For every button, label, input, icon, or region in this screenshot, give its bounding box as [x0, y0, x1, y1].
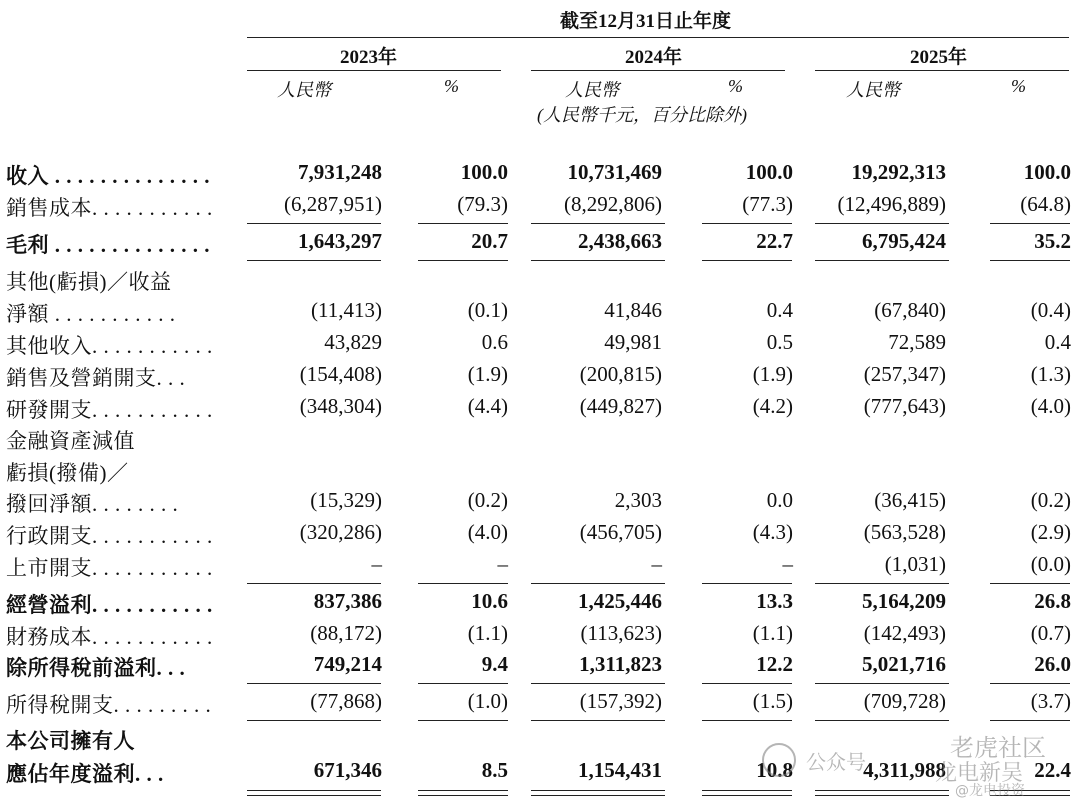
percent-2025: % [1011, 76, 1026, 96]
percent-cell: 100.0 [1023, 160, 1071, 184]
subtotal-rule [702, 683, 792, 684]
amount-cell: 2,438,663 [578, 229, 662, 253]
subtotal-rule [247, 583, 381, 584]
percent-cell: (4.2) [752, 394, 793, 418]
percent-cell: 100.0 [745, 160, 793, 184]
subtotal-rule [247, 223, 381, 224]
amount-cell: 749,214 [313, 652, 382, 676]
subtotal-rule [815, 720, 949, 721]
subtotal-rule [247, 683, 381, 684]
amount-cell: (777,643) [863, 394, 946, 418]
amount-cell: (77,868) [310, 689, 382, 713]
percent-cell: (2.9) [1030, 520, 1071, 544]
amount-cell: (88,172) [310, 621, 382, 645]
percent-cell: (64.8) [1020, 192, 1071, 216]
period-title: 截至12月31日止年度 [560, 11, 732, 32]
percent-cell: 100.0 [460, 160, 508, 184]
row-label: 收入 . . . . . . . . . . . . . . [6, 164, 210, 188]
percent-cell: (1.1) [467, 621, 508, 645]
percent-cell: 0.4 [766, 298, 793, 322]
subtotal-rule [418, 583, 508, 584]
row-label: 本公司擁有人 [6, 729, 135, 753]
percent-cell: 0.4 [1044, 330, 1071, 354]
row-label: 除所得稅前溢利. . . [6, 656, 186, 680]
row-label: 毛利 . . . . . . . . . . . . . . [6, 233, 210, 257]
amount-cell: 1,425,446 [578, 589, 662, 613]
percent-cell: (4.3) [752, 520, 793, 544]
amount-cell: 5,021,716 [862, 652, 946, 676]
subtotal-rule [990, 683, 1070, 684]
percent-cell: (1.9) [467, 362, 508, 386]
total-double-rule [247, 790, 381, 791]
total-double-rule [247, 795, 381, 796]
total-double-rule [418, 795, 508, 796]
subtotal-rule [990, 583, 1070, 584]
row-label: 其他(虧損)／收益 [6, 270, 172, 294]
percent-2023: % [444, 76, 459, 96]
percent-2024: % [728, 76, 743, 96]
watermark-brand: 龙电新吴 [935, 761, 1024, 786]
amount-cell: (142,493) [863, 621, 946, 645]
subtotal-rule [247, 720, 381, 721]
percent-cell: 0.6 [481, 330, 508, 354]
percent-cell: 13.3 [756, 589, 793, 613]
subtotal-rule [702, 720, 792, 721]
percent-cell: 35.2 [1034, 229, 1071, 253]
currency-2025: 人民幣 [846, 80, 900, 100]
percent-cell: (1.5) [752, 689, 793, 713]
year-2024-rule [531, 70, 785, 71]
total-double-rule [531, 790, 665, 791]
year-2024: 2024年 [625, 47, 683, 68]
amount-cell: 41,846 [604, 298, 662, 322]
amount-cell: (709,728) [863, 689, 946, 713]
subtotal-rule [702, 223, 792, 224]
wechat-icon [762, 743, 796, 777]
unit-note: (人民幣千元，百分比除外) [537, 105, 747, 125]
year-2023-rule [247, 70, 501, 71]
amount-cell: 837,386 [313, 589, 382, 613]
amount-cell: 1,154,431 [578, 758, 662, 782]
percent-cell: (77.3) [742, 192, 793, 216]
percent-cell: – [782, 552, 793, 576]
row-label: 研發開支. . . . . . . . . . . [6, 398, 213, 422]
amount-cell: – [371, 552, 382, 576]
percent-cell: 0.0 [766, 488, 793, 512]
amount-cell: (1,031) [884, 552, 946, 576]
amount-cell: (15,329) [310, 488, 382, 512]
amount-cell: – [651, 552, 662, 576]
percent-cell: (1.3) [1030, 362, 1071, 386]
amount-cell: (11,413) [311, 298, 382, 322]
percent-cell: (79.3) [457, 192, 508, 216]
total-double-rule [418, 790, 508, 791]
percent-cell: 9.4 [481, 652, 508, 676]
subtotal-rule [702, 260, 792, 261]
amount-cell: 671,346 [313, 758, 382, 782]
subtotal-rule [990, 260, 1070, 261]
amount-cell: 7,931,248 [298, 160, 382, 184]
percent-cell: 20.7 [471, 229, 508, 253]
percent-cell: (4.4) [467, 394, 508, 418]
percent-cell: 26.8 [1034, 589, 1071, 613]
row-label: 所得稅開支. . . . . . . . . [6, 693, 212, 717]
amount-cell: (563,528) [863, 520, 946, 544]
row-label: 行政開支. . . . . . . . . . . [6, 524, 213, 548]
row-label: 財務成本. . . . . . . . . . . [6, 625, 213, 649]
percent-cell: (4.0) [467, 520, 508, 544]
amount-cell: 72,589 [888, 330, 946, 354]
amount-cell: (157,392) [579, 689, 662, 713]
percent-cell: (1.9) [752, 362, 793, 386]
amount-cell: (154,408) [299, 362, 382, 386]
percent-cell: 22.7 [756, 229, 793, 253]
percent-cell: 26.0 [1034, 652, 1071, 676]
subtotal-rule [418, 260, 508, 261]
row-label: 金融資產減值 [6, 429, 135, 453]
amount-cell: (36,415) [874, 488, 946, 512]
percent-cell: (0.7) [1030, 621, 1071, 645]
amount-cell: (200,815) [579, 362, 662, 386]
amount-cell: 1,311,823 [579, 652, 662, 676]
watermark-public-account: 公众号 [806, 750, 866, 774]
total-double-rule [702, 795, 792, 796]
subtotal-rule [815, 683, 949, 684]
row-label: 銷售及營銷開支. . . [6, 366, 186, 390]
row-label: 虧損(撥備)／ [6, 461, 129, 485]
amount-cell: (456,705) [579, 520, 662, 544]
amount-cell: (113,623) [580, 621, 662, 645]
subtotal-rule [531, 223, 665, 224]
row-label: 上市開支. . . . . . . . . . . [6, 556, 213, 580]
subtotal-rule [702, 583, 792, 584]
subtotal-rule [815, 260, 949, 261]
amount-cell: (320,286) [299, 520, 382, 544]
subtotal-rule [990, 223, 1070, 224]
amount-cell: 49,981 [604, 330, 662, 354]
header-rule [247, 37, 1069, 38]
percent-cell: (1.1) [752, 621, 793, 645]
row-label: 銷售成本. . . . . . . . . . . [6, 196, 213, 220]
amount-cell: 10,731,469 [567, 160, 662, 184]
subtotal-rule [531, 260, 665, 261]
year-2025: 2025年 [910, 47, 968, 68]
subtotal-rule [815, 583, 949, 584]
percent-cell: 22.4 [1034, 758, 1071, 782]
currency-2024: 人民幣 [565, 80, 619, 100]
percent-cell: – [497, 552, 508, 576]
row-label: 淨額 . . . . . . . . . . . [6, 302, 176, 326]
subtotal-rule [990, 720, 1070, 721]
currency-2023: 人民幣 [277, 80, 331, 100]
subtotal-rule [815, 223, 949, 224]
row-label: 應佔年度溢利. . . [6, 762, 164, 786]
percent-cell: (3.7) [1030, 689, 1071, 713]
percent-cell: (0.4) [1030, 298, 1071, 322]
percent-cell: (0.1) [467, 298, 508, 322]
percent-cell: 0.5 [766, 330, 793, 354]
amount-cell: (8,292,806) [564, 192, 662, 216]
amount-cell: 1,643,297 [298, 229, 382, 253]
amount-cell: 6,795,424 [862, 229, 946, 253]
amount-cell: 43,829 [324, 330, 382, 354]
percent-cell: (0.2) [1030, 488, 1071, 512]
subtotal-rule [418, 720, 508, 721]
subtotal-rule [247, 260, 381, 261]
amount-cell: 5,164,209 [862, 589, 946, 613]
percent-cell: 8.5 [481, 758, 508, 782]
total-double-rule [815, 790, 949, 791]
amount-cell: 4,311,988 [863, 758, 946, 782]
watermark-community: 老虎社区 [950, 734, 1046, 762]
subtotal-rule [531, 720, 665, 721]
percent-cell: (0.0) [1030, 552, 1071, 576]
percent-cell: 10.6 [471, 589, 508, 613]
row-label: 撥回淨額. . . . . . . . [6, 492, 179, 516]
amount-cell: (257,347) [863, 362, 946, 386]
total-double-rule [702, 790, 792, 791]
amount-cell: (6,287,951) [284, 192, 382, 216]
percent-cell: (0.2) [467, 488, 508, 512]
percent-cell: (1.0) [467, 689, 508, 713]
percent-cell: 12.2 [756, 652, 793, 676]
subtotal-rule [531, 583, 665, 584]
total-double-rule [815, 795, 949, 796]
row-label: 經營溢利. . . . . . . . . . . [6, 593, 213, 617]
year-2025-rule [815, 70, 1069, 71]
watermark-handle: @龙电投资 [955, 783, 1025, 799]
percent-cell: (4.0) [1030, 394, 1071, 418]
amount-cell: (12,496,889) [837, 192, 946, 216]
amount-cell: 19,292,313 [851, 160, 946, 184]
amount-cell: 2,303 [614, 488, 662, 512]
amount-cell: (67,840) [874, 298, 946, 322]
amount-cell: (348,304) [299, 394, 382, 418]
total-double-rule [531, 795, 665, 796]
year-2023: 2023年 [340, 47, 398, 68]
row-label: 其他收入. . . . . . . . . . . [6, 334, 213, 358]
percent-cell: 10.8 [756, 758, 793, 782]
subtotal-rule [418, 683, 508, 684]
subtotal-rule [531, 683, 665, 684]
amount-cell: (449,827) [579, 394, 662, 418]
subtotal-rule [418, 223, 508, 224]
